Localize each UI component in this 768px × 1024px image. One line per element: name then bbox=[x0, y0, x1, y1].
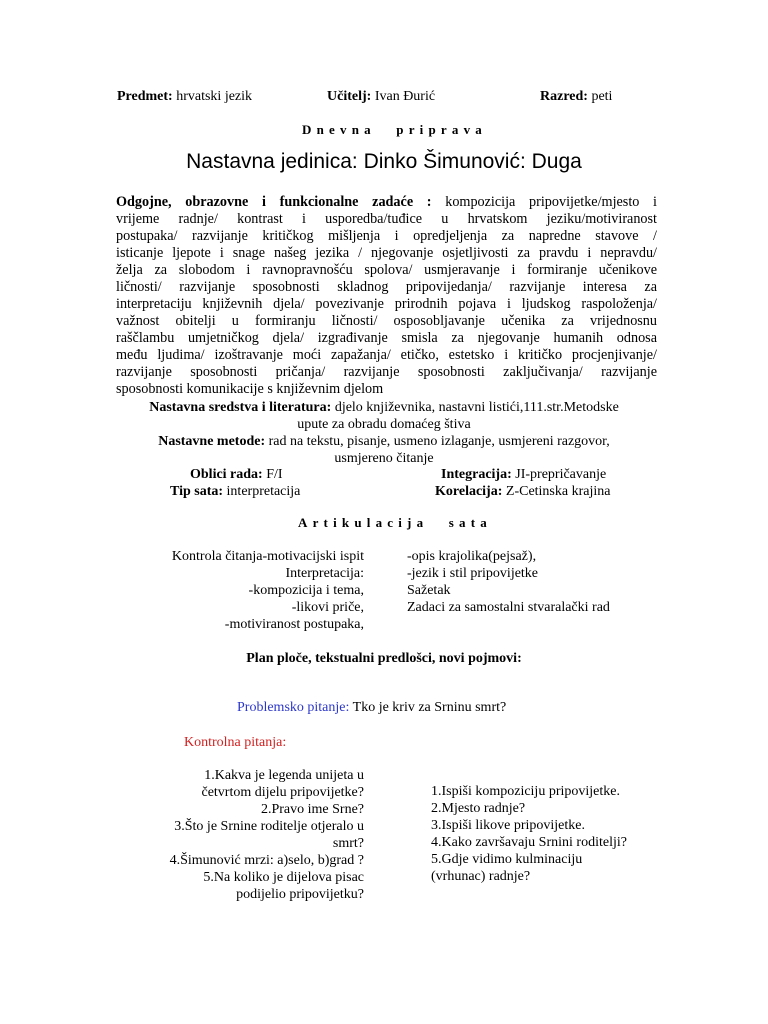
correlation-field: Korelacija: Z-Cetinska krajina bbox=[435, 484, 611, 499]
control-question-line: podijelio pripovijetku? bbox=[236, 887, 364, 902]
control-question-line: smrt? bbox=[332, 836, 364, 851]
task-line: 1.Ispiši kompoziciju pripovijetke. bbox=[431, 784, 620, 799]
articulation-left-item: -motiviranost postupaka, bbox=[224, 617, 364, 632]
control-question-line: 1.Kakva je legenda unijeta u bbox=[204, 768, 364, 783]
resources-line-2: upute za obradu domaćeg štiva bbox=[297, 417, 471, 432]
methods-line-2: usmjereno čitanje bbox=[334, 451, 434, 466]
articulation-left-item: Interpretacija: bbox=[285, 566, 364, 581]
goals-line-12: sposobnosti komunikacije s književnim djelom bbox=[116, 381, 384, 397]
goals-line-4: isticanje ljepote i snage našeg jezika / njegovanje osjetljivosti za pravdu i nepravdu/ bbox=[116, 245, 657, 261]
control-questions-list bbox=[170, 767, 364, 903]
control-question-line: 4.Šimunović mrzi: a)selo, b)grad ? bbox=[169, 853, 364, 868]
integration-field: Integracija: JI-prepričavanje bbox=[441, 467, 607, 482]
prep-heading: Dnevna priprava bbox=[302, 122, 487, 137]
task-line: 3.Ispiši likove pripovijetke. bbox=[431, 818, 585, 833]
goals-line-11: razvijanje sposobnosti pričanja/ razvijanje sposobnosti zaključivanja/ razvijanje bbox=[116, 364, 657, 380]
articulation-left-item: Kontrola čitanja-motivacijski ispit bbox=[171, 549, 364, 564]
goals-label: Odgojne, obrazovne i funkcionalne zadaće : bbox=[116, 194, 432, 210]
goals-line-3: postupaka/ razvijanje kritičkog mišljenja i opredjeljenja za napredne stavove / bbox=[116, 228, 657, 244]
goals-line-7: interpretaciju književnih djela/ povezivanje prirodnih pojava i ljudskog raspoloženja/ bbox=[116, 296, 657, 312]
grade-field bbox=[540, 88, 612, 105]
articulation-left-item: -likovi priče, bbox=[291, 600, 364, 615]
subject-field bbox=[117, 88, 252, 105]
goals-line-6: ličnosti/ razvijanje sposobnosti skladnog pripovijedanja/ razvijanje interesa za bbox=[116, 279, 657, 295]
articulation-right-item: -jezik i stil pripovijetke bbox=[407, 566, 539, 581]
control-questions-label: Kontrolna pitanja: bbox=[184, 735, 287, 750]
methods-line-1: Nastavne metode: rad na tekstu, pisanje, usmeno izlaganje, usmjereni razgovor, bbox=[158, 434, 610, 449]
control-question-line: četvrtom dijelu pripovijetke? bbox=[201, 785, 364, 800]
articulation-right-item: -opis krajolika(pejsaž), bbox=[407, 549, 537, 564]
goals-line-1: Odgojne, obrazovne i funkcionalne zadaće : kompozicija pripovijetke/mjesto i bbox=[116, 194, 657, 210]
methods-label: Nastavne metode: bbox=[158, 434, 266, 449]
goals-line-8: važnost obitelji u formiranju ličnosti/ osposobljavanje učenika za vrijednosnu bbox=[116, 313, 657, 329]
goals-line-9: raščlambu umjetničkog djela/ izgrađivanje smisla za njegovanje humanih odnosa bbox=[116, 330, 657, 346]
goals-line-2: vrijeme radnje/ kontrast i usporedba/tuđice u hrvatskom jeziku/motiviranost bbox=[116, 211, 657, 227]
resources-line-1: Nastavna sredstva i literatura: djelo književnika, nastavni listići,111.str.Metodske bbox=[149, 400, 619, 415]
tasks-list bbox=[431, 783, 627, 885]
articulation-right bbox=[407, 548, 610, 616]
goals-line-10: među ljudima/ izoštravanje moći zapažanja/ etičko, estetsko i kritičko procjenjivanje/ bbox=[116, 347, 657, 363]
teacher-field bbox=[327, 88, 435, 105]
goals-line-5: želja za slobodom i ravnopravnošću spolova/ usmjeravanje i formiranje učenikove bbox=[116, 262, 657, 278]
task-line: 2.Mjesto radnje? bbox=[431, 801, 526, 816]
grade-value: peti bbox=[591, 89, 613, 104]
task-line: (vrhunac) radnje? bbox=[431, 869, 531, 884]
articulation-left bbox=[172, 548, 364, 633]
control-question-line: 2.Pravo ime Srne? bbox=[260, 802, 364, 817]
problem-label: Problemsko pitanje: bbox=[237, 700, 350, 715]
resources-label: Nastavna sredstva i literatura: bbox=[149, 400, 332, 415]
articulation-right-item: Zadaci za samostalni stvaralački rad bbox=[407, 600, 610, 615]
problem-text: Tko je kriv za Srninu smrt? bbox=[352, 700, 507, 715]
teacher-label: Učitelj: bbox=[327, 89, 372, 104]
control-question-line: 5.Na koliko je dijelova pisac bbox=[203, 870, 364, 885]
lesson-type-field: Tip sata: interpretacija bbox=[170, 484, 301, 499]
grade-label: Razred: bbox=[540, 89, 588, 104]
teacher-value: Ivan Đurić bbox=[374, 89, 436, 104]
work-form-field: Oblici rada: F/I bbox=[190, 467, 283, 482]
subject-value: hrvatski jezik bbox=[176, 89, 253, 104]
articulation-left-item: -kompozicija i tema, bbox=[248, 583, 364, 598]
unit-title: Nastavna jedinica: Dinko Šimunović: Duga bbox=[186, 150, 582, 173]
board-plan-heading: Plan ploče, tekstualni predlošci, novi pojmovi: bbox=[246, 651, 522, 666]
articulation-right-item: Sažetak bbox=[407, 583, 451, 598]
problem-question bbox=[237, 699, 506, 716]
task-line: 4.Kako završavaju Srnini roditelji? bbox=[431, 835, 627, 850]
articulation-heading: Artikulacija sata bbox=[298, 515, 492, 530]
task-line: 5.Gdje vidimo kulminaciju bbox=[431, 852, 583, 867]
control-question-line: 3.Što je Srnine roditelje otjeralo u bbox=[174, 819, 364, 834]
subject-label: Predmet: bbox=[117, 89, 173, 104]
